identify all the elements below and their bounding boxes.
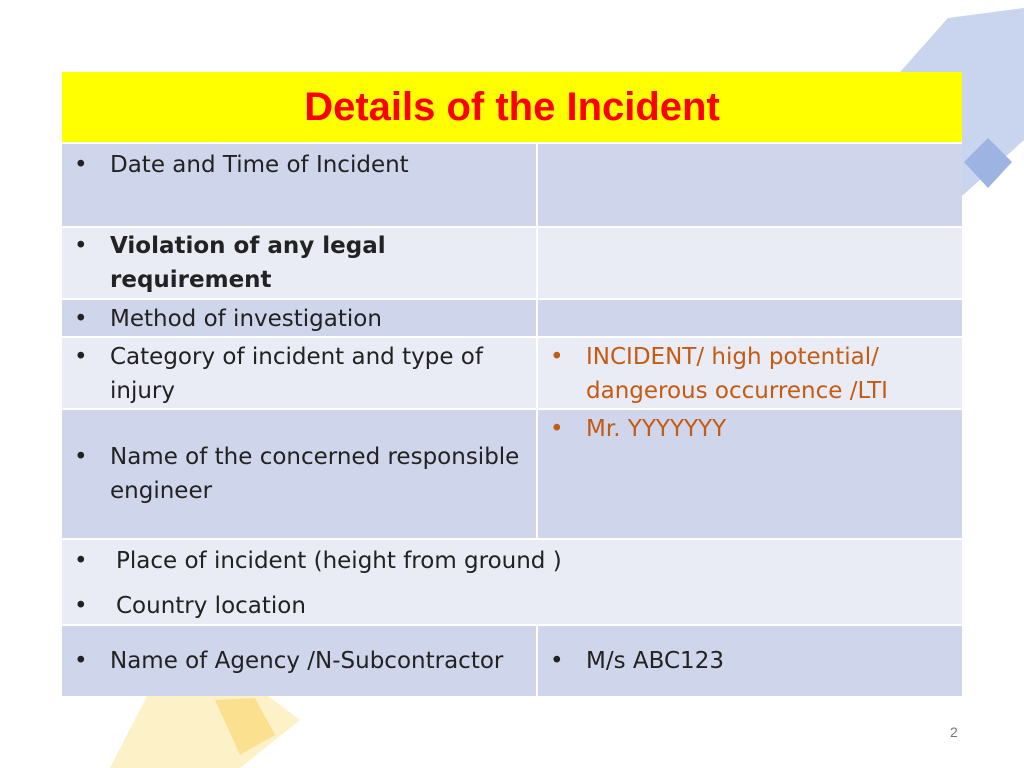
agency-value: M/s ABC123	[586, 648, 724, 674]
violation-label: Violation of any legal requirement	[110, 233, 386, 293]
cell-value	[538, 410, 962, 538]
place-label: Place of incident (height from ground )	[116, 548, 562, 574]
country-label: Country location	[116, 593, 306, 619]
incident-details-table	[62, 72, 962, 696]
cell-label	[62, 300, 538, 336]
cell-value	[538, 338, 962, 408]
method-label: Method of investigation	[110, 306, 382, 332]
engineer-label: Name of the concerned responsible engineer	[110, 444, 520, 504]
date-time-label: Date and Time of Incident	[110, 152, 409, 178]
table-row-date-time	[62, 144, 962, 228]
table-row-engineer	[62, 410, 962, 540]
category-value: INCIDENT/ high potential/ dangerous occurrence /LTI	[586, 344, 888, 404]
table-row-agency	[62, 626, 962, 696]
bullet: •	[74, 593, 88, 619]
cell-value	[538, 626, 962, 696]
bullet: •	[74, 344, 88, 370]
table-row-place-country	[62, 540, 962, 626]
table-row-category	[62, 338, 962, 410]
bullet: •	[550, 648, 564, 674]
cell-label	[62, 228, 538, 298]
table-row-violation	[62, 228, 962, 300]
engineer-value: Mr. YYYYYYY	[586, 416, 727, 442]
bullet: •	[74, 152, 88, 178]
agency-label: Name of Agency /N-Subcontractor	[110, 648, 504, 674]
page-number: 2	[950, 724, 958, 740]
bullet: •	[74, 444, 88, 470]
bullet: •	[74, 548, 88, 574]
bullet: •	[74, 648, 88, 674]
page-title: Details of the Incident	[304, 84, 720, 129]
title-bar	[62, 72, 962, 144]
method-value	[538, 300, 962, 336]
bullet: •	[550, 344, 564, 370]
cell-label	[62, 144, 538, 226]
category-label: Category of incident and type of injury	[110, 344, 483, 404]
bullet: •	[550, 416, 564, 442]
cell-label	[62, 338, 538, 408]
bullet: •	[74, 233, 88, 259]
cell-label	[62, 410, 538, 538]
date-time-value	[538, 144, 962, 226]
bullet: •	[74, 306, 88, 332]
cell-label	[62, 626, 538, 696]
table-row-method	[62, 300, 962, 338]
